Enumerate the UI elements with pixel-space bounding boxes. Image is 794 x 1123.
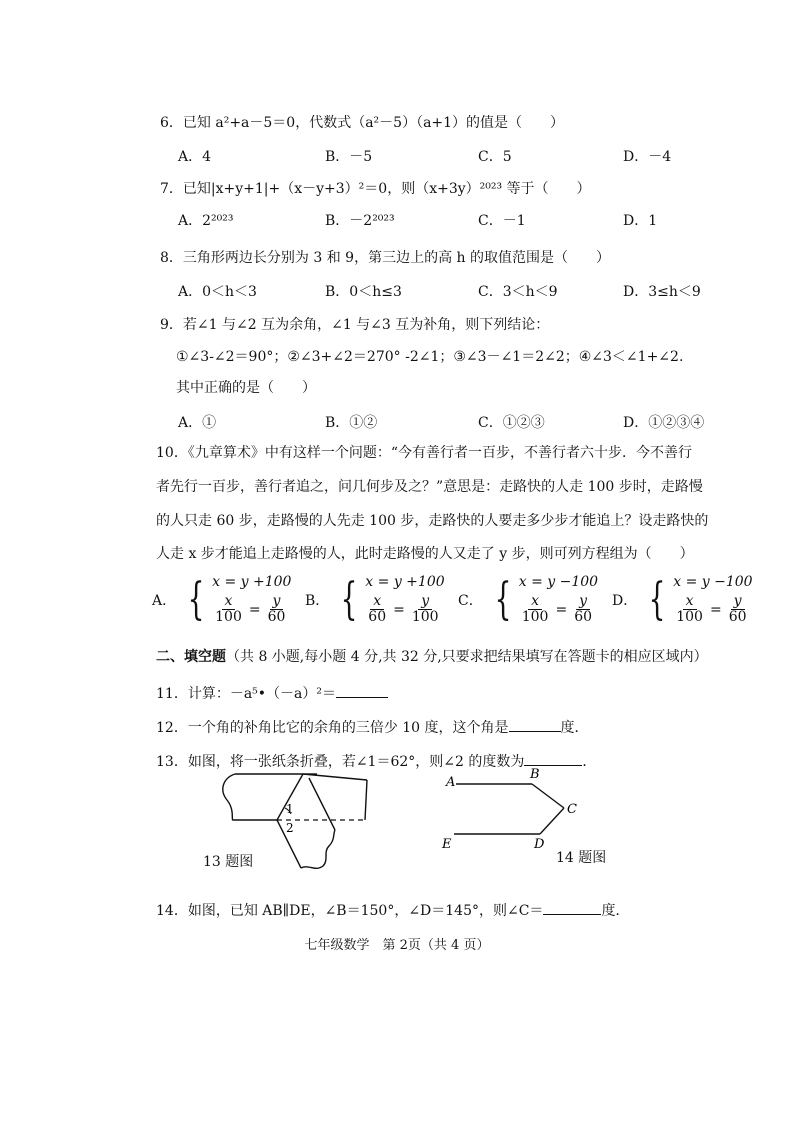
section-2-title: 二、填空题	[156, 649, 226, 665]
q10-option-d-num2: y	[731, 594, 745, 610]
q10-line-1: 10．《九章算术》中有这样一个问题：“今有善行者一百步，不善行者六十步．今不善行	[156, 445, 692, 461]
q7-option-c: C．－1	[478, 213, 526, 229]
q8-option-a: A．0＜h＜3	[178, 284, 257, 300]
q10-line-3: 的人只走 60 步，走路慢的人先走 100 步，走路快的人要走多少步才能追上？设走路快的	[156, 513, 709, 529]
q10-option-c	[458, 574, 598, 625]
q10-option-b	[305, 574, 445, 625]
q10-option-a-label: A．	[152, 592, 177, 609]
left-brace-icon: {	[648, 573, 666, 625]
fig14-diagram	[436, 766, 586, 852]
fig13-label-1: 1	[286, 802, 294, 816]
q7-option-d: D．1	[623, 213, 658, 229]
q9-option-a: A．①	[178, 415, 217, 431]
q10-option-d	[612, 574, 753, 625]
q9-stem: 9．若∠1 与∠2 互为余角，∠1 与∠3 互为补角，则下列结论：	[160, 317, 550, 333]
q8-stem: 8．三角形两边长分别为 3 和 9，第三边上的高 h 的取值范围是（ ）	[160, 250, 610, 266]
q13-stem: 13．如图，将一张纸条折叠，若∠1＝62°，则∠2 的度数为	[156, 754, 525, 770]
q10-option-a-den1: 100	[215, 609, 242, 625]
q9-option-b: B．①②	[325, 415, 378, 431]
fig13-torn-edge-left	[223, 774, 235, 820]
q10-option-d-num1: x	[683, 594, 697, 610]
q10-option-c-label: C．	[458, 592, 483, 609]
q12-answer-blank	[509, 717, 561, 732]
q14-answer-blank	[543, 900, 601, 915]
q10-option-b-den2: 100	[411, 609, 439, 625]
q13-answer-blank	[524, 751, 582, 766]
q10-line-2: 者先行一百步，善行者追之，问几何步及之？”意思是：走路快的人走 100 步时，走路慢	[156, 479, 703, 495]
q10-option-c-den2: 60	[574, 609, 593, 625]
fig14-segment-bc	[532, 784, 564, 808]
left-brace-icon: {	[340, 573, 358, 625]
q7-option-a: A．2²⁰²³	[178, 213, 234, 229]
q10-option-b-num1: x	[370, 594, 384, 610]
q10-option-a-den2: 60	[267, 609, 286, 625]
q6-option-b: B．－5	[325, 149, 373, 165]
equals-sign: =	[393, 601, 405, 618]
q10-option-d-den2: 60	[728, 609, 747, 625]
q7-stem: 7．已知|x+y+1|+（x－y+3）²＝0，则（x+3y）²⁰²³ 等于（ ）	[160, 181, 591, 197]
fig14-label-b: B	[530, 767, 540, 782]
q12	[156, 717, 589, 737]
q12-tail: 度．	[560, 720, 589, 736]
q14-tail: 度.	[601, 903, 620, 919]
q10-option-d-den1: 100	[676, 609, 703, 625]
q10-option-c-num1: x	[528, 594, 542, 610]
q9-conclusions: ①∠3-∠2＝90°；②∠3+∠2＝270° -2∠1；③∠3－∠1＝2∠2；④∠3＜∠1+∠2.	[176, 349, 684, 365]
q10-option-b-eq1: x = y +100	[365, 574, 445, 590]
fig13-fold-down-right	[309, 778, 335, 830]
q8-option-c: C．3＜h＜9	[478, 284, 558, 300]
fig13-fold-top	[303, 774, 367, 780]
q6-option-c: C．5	[478, 149, 512, 165]
fig14-label-e: E	[442, 837, 452, 852]
section-2-note: （共 8 小题,每小题 4 分,共 32 分,只要求把结果填写在答题卡的相应区域内）	[226, 649, 708, 665]
fig14-caption: 14 题图	[556, 850, 607, 866]
fig14-label-d: D	[534, 837, 545, 852]
fig13-right-end	[365, 780, 367, 820]
q10-option-c-den1: 100	[521, 609, 549, 625]
q14-stem: 14．如图，已知 AB∥DE，∠B＝150°，∠D＝145°，则∠C＝	[156, 903, 544, 919]
q10-option-a	[152, 574, 291, 625]
q7-option-b: B．－2²⁰²³	[325, 213, 395, 229]
q8-option-d: D．3≤h＜9	[623, 284, 701, 300]
left-brace-icon: {	[494, 573, 512, 625]
q6-option-a: A．4	[178, 149, 212, 165]
q10-option-d-eq1: x = y −100	[673, 574, 753, 590]
fig14-label-c: C	[567, 802, 577, 817]
q6-option-d: D．－4	[623, 149, 672, 165]
q10-option-b-label: B．	[305, 592, 330, 609]
q10-option-a-num2: y	[270, 594, 284, 610]
equals-sign: =	[248, 601, 261, 618]
q11-stem: 11．计算：－a⁵•（－a）²＝	[156, 686, 336, 702]
q10-option-b-num2: y	[418, 594, 432, 610]
fig14-label-a: A	[446, 775, 456, 790]
q11-answer-blank	[336, 683, 388, 698]
q9-ask: 其中正确的是（ ）	[176, 380, 316, 396]
page-footer: 七年级数学 第 2页（共 4 页）	[304, 938, 490, 953]
q10-option-b-den1: 60	[368, 609, 387, 625]
fig13-torn-edge-bottom	[301, 830, 335, 868]
q10-line-4: 人走 x 步才能追上走路慢的人，此时走路慢的人又走了 y 步，则可列方程组为（ ）	[156, 546, 694, 562]
equals-sign: =	[709, 601, 722, 618]
q13-tail: ．	[582, 754, 597, 770]
q9-option-d: D．①②③④	[623, 415, 705, 431]
equals-sign: =	[555, 601, 568, 618]
q8-option-b: B．0＜h≤3	[325, 284, 402, 300]
q10-option-a-num1: x	[222, 594, 236, 610]
q6-stem: 6．已知 a²+a－5＝0，代数式（a²－5）（a+1）的值是（ ）	[160, 115, 565, 131]
section-2-header	[156, 646, 708, 666]
fig13-label-2: 2	[286, 821, 294, 835]
fig14-segment-cd	[540, 808, 564, 834]
q10-option-c-num2: y	[576, 594, 590, 610]
q10-option-d-label: D．	[612, 592, 638, 609]
q10-option-c-eq1: x = y −100	[518, 574, 599, 590]
fig13-caption: 13 题图	[203, 854, 254, 870]
q9-option-c: C．①②③	[478, 415, 545, 431]
q14	[156, 900, 620, 920]
q11	[156, 683, 388, 703]
left-brace-icon: {	[187, 573, 205, 625]
q10-option-a-eq1: x = y +100	[212, 574, 292, 590]
q12-stem: 12．一个角的补角比它的余角的三倍少 10 度，这个角是	[156, 720, 509, 736]
